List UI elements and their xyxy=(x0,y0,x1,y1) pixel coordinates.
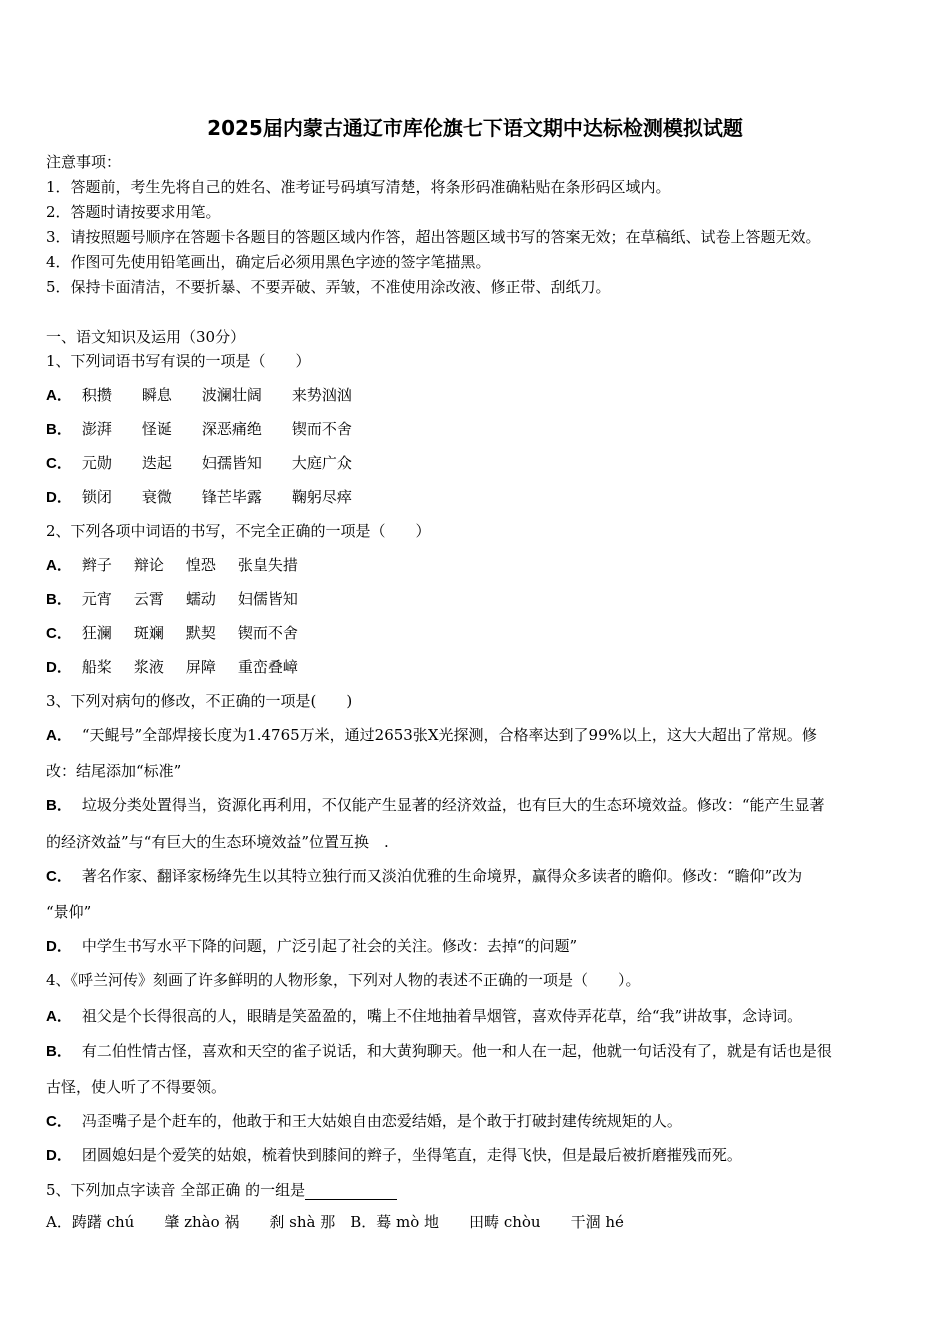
q2-option-d: D． 船桨 浆液 屏障 重峦叠嶂 xyxy=(46,658,298,676)
q4-option-c: C． 冯歪嘴子是个赶车的，他敢于和王大姑娘自由恋爱结婚，是个敢于打破封建传统规矩的人。 xyxy=(46,1112,682,1130)
q3-option-b-cont: 的经济效益”与“有巨大的生态环境效益”位置互换 . xyxy=(46,833,389,851)
question-5-stem: 5、下列加点字读音 全部正确 的一组是 xyxy=(46,1180,397,1200)
notice-item: 1．答题前，考生先将自己的姓名、准考证号码填写清楚，将条形码准确粘贴在条形码区域内。 xyxy=(46,178,671,196)
q4-option-b: B． 有二伯性情古怪，喜欢和天空的雀子说话，和大黄狗聊天。他一和人在一起，他就一句话没有了，就是有话也是很 xyxy=(46,1042,832,1060)
q5-options: A．踌躇 chú 肇 zhào 祸 刹 shà 那 B．蓦 mò 地 田畴 chòu 干涸 hé xyxy=(46,1213,624,1231)
q3-option-a: A． “天鲲号”全部焊接长度为1.4765万米，通过2653张X光探测，合格率达到了99%以上，这大大超出了常规。修 xyxy=(46,726,817,744)
question-2-stem: 2、下列各项中词语的书写，不完全正确的一项是（ ） xyxy=(46,522,431,540)
q3-option-c: C． 著名作家、翻译家杨绛先生以其特立独行而又淡泊优雅的生命境界，赢得众多读者的瞻仰。修改：“瞻仰”改为 xyxy=(46,867,803,885)
question-1-stem: 1、下列词语书写有误的一项是（ ） xyxy=(46,352,311,370)
notice-item: 2．答题时请按要求用笔。 xyxy=(46,203,221,221)
q3-option-d: D． 中学生书写水平下降的问题，广泛引起了社会的关注。修改：去掉“的问题” xyxy=(46,937,578,955)
q1-option-a: A． 积攒 瞬息 波澜壮阔 来势汹汹 xyxy=(46,386,352,404)
q3-option-a-cont: 改：结尾添加“标准” xyxy=(46,762,182,780)
q2-option-c: C． 狂澜 斑斓 默契 锲而不舍 xyxy=(46,624,298,642)
answer-blank xyxy=(305,1183,397,1200)
q1-option-c: C． 元勋 迭起 妇孺皆知 大庭广众 xyxy=(46,454,352,472)
q4-option-b-cont: 古怪，使人听了不得要领。 xyxy=(46,1078,227,1096)
notice-item: 5．保持卡面清洁，不要折暴、不要弄破、弄皱，不准使用涂改液、修正带、刮纸刀。 xyxy=(46,278,611,296)
notice-heading: 注意事项： xyxy=(46,153,122,171)
q4-option-a: A． 祖父是个长得很高的人，眼睛是笑盈盈的，嘴上不住地抽着旱烟管，喜欢侍弄花草，给“我”讲故事，念诗词。 xyxy=(46,1007,803,1025)
notice-item: 4．作图可先使用铅笔画出，确定后必须用黑色字迹的签字笔描黑。 xyxy=(46,253,491,271)
q2-option-a: A． 辫子 辩论 惶恐 张皇失措 xyxy=(46,556,298,574)
q1-option-b: B． 澎湃 怪诞 深恶痛绝 锲而不舍 xyxy=(46,420,352,438)
q4-option-d: D． 团圆媳妇是个爱笑的姑娘，梳着快到膝间的辫子，坐得笔直，走得飞快，但是最后被折磨摧残而死。 xyxy=(46,1146,742,1164)
page-title: 2025届内蒙古通辽市库伦旗七下语文期中达标检测模拟试题 xyxy=(207,116,743,140)
section-heading: 一、语文知识及运用（30分） xyxy=(46,328,246,346)
q3-option-c-cont: “景仰” xyxy=(46,903,92,921)
question-3-stem: 3、下列对病句的修改，不正确的一项是( ) xyxy=(46,692,353,710)
q1-option-d: D． 锁闭 衰微 锋芒毕露 鞠躬尽瘁 xyxy=(46,488,352,506)
notice-item: 3．请按照题号顺序在答题卡各题目的答题区域内作答，超出答题区域书写的答案无效；在草稿纸、试卷上答题无效。 xyxy=(46,228,821,246)
q2-option-b: B． 元宵 云霄 蠕动 妇儒皆知 xyxy=(46,590,298,608)
q3-option-b: B． 垃圾分类处置得当，资源化再利用，不仅能产生显著的经济效益，也有巨大的生态环境效益。修改：“能产生显著 xyxy=(46,796,825,814)
question-4-stem: 4、《呼兰河传》刻画了许多鲜明的人物形象，下列对人物的表述不正确的一项是（ ）。 xyxy=(46,971,641,989)
